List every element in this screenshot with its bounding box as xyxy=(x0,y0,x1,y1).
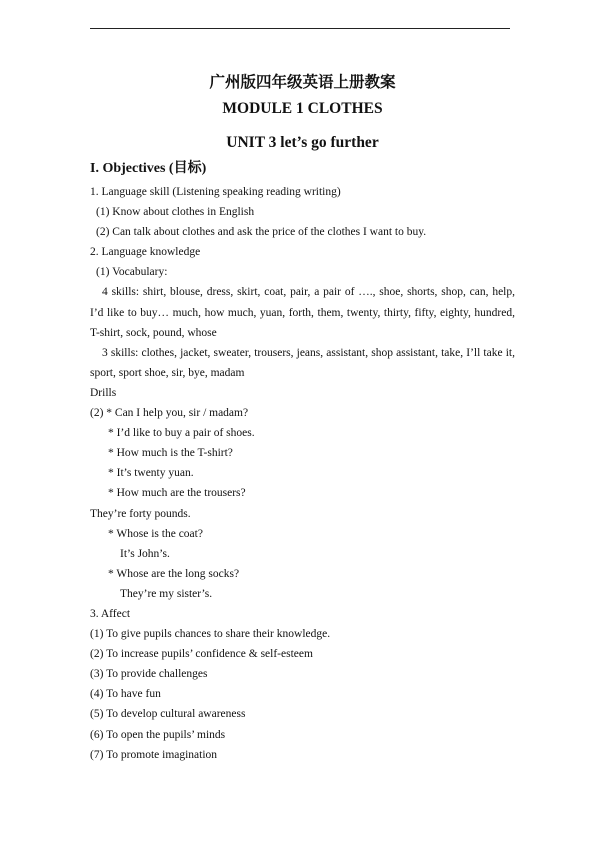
objectives-heading: I. Objectives (目标) xyxy=(90,161,207,176)
three-skills-vocabulary: 3 skills: clothes, jacket, sweater, trousers, jeans, assistant, shop assistant, take, I’ll take it, sport, sport shoe, sir, bye, madam xyxy=(90,346,515,379)
language-knowledge-heading: 2. Language knowledge xyxy=(90,246,201,259)
vocabulary-label: (1) Vocabulary: xyxy=(96,266,168,279)
language-skill-item: (2) Can talk about clothes and ask the price of the clothes I want to buy. xyxy=(96,226,427,239)
drill-line: * I’d like to buy a pair of shoes. xyxy=(108,427,255,440)
affect-item: (4) To have fun xyxy=(90,688,161,701)
drills-label: Drills xyxy=(90,386,117,399)
document-body xyxy=(90,70,515,765)
drill-line: It’s John’s. xyxy=(120,547,170,560)
affect-item: (1) To give pupils chances to share their knowledge. xyxy=(90,628,331,641)
four-skills-vocabulary: 4 skills: shirt, blouse, dress, skirt, coat, pair, a pair of …., shoe, shorts, shop, can, help, I’d like to buy… much, how much, yuan, forth, them, twenty, thirty, fifty, eighty, hundred, T-shirt, sock, pound, whose xyxy=(90,286,515,339)
unit-title: UNIT 3 let’s go further xyxy=(226,134,379,151)
language-skill-heading: 1. Language skill (Listening speaking reading writing) xyxy=(90,186,341,198)
affect-item: (2) To increase pupils’ confidence & self-esteem xyxy=(90,648,313,661)
affect-item: (5) To develop cultural awareness xyxy=(90,708,246,721)
affect-heading: 3. Affect xyxy=(90,607,131,620)
affect-item: (7) To promote imagination xyxy=(90,748,218,761)
drill-line: (2) * Can I help you, sir / madam? xyxy=(90,407,249,420)
module-title: MODULE 1 CLOTHES xyxy=(222,100,383,117)
drill-line: * How much are the trousers? xyxy=(108,487,246,500)
drill-line: They’re my sister’s. xyxy=(120,587,213,600)
header-rule xyxy=(90,28,510,29)
drill-line: * It’s twenty yuan. xyxy=(108,467,194,480)
drill-line: * Whose is the coat? xyxy=(108,527,203,540)
language-skill-item: (1) Know about clothes in English xyxy=(96,206,255,219)
affect-item: (6) To open the pupils’ minds xyxy=(90,728,226,741)
affect-item: (3) To provide challenges xyxy=(90,668,208,681)
drill-line: * How much is the T-shirt? xyxy=(108,447,233,460)
document-title-chinese: 广州版四年级英语上册教案 xyxy=(209,74,396,91)
drill-line: They’re forty pounds. xyxy=(90,507,191,520)
drill-line: * Whose are the long socks? xyxy=(108,567,240,580)
